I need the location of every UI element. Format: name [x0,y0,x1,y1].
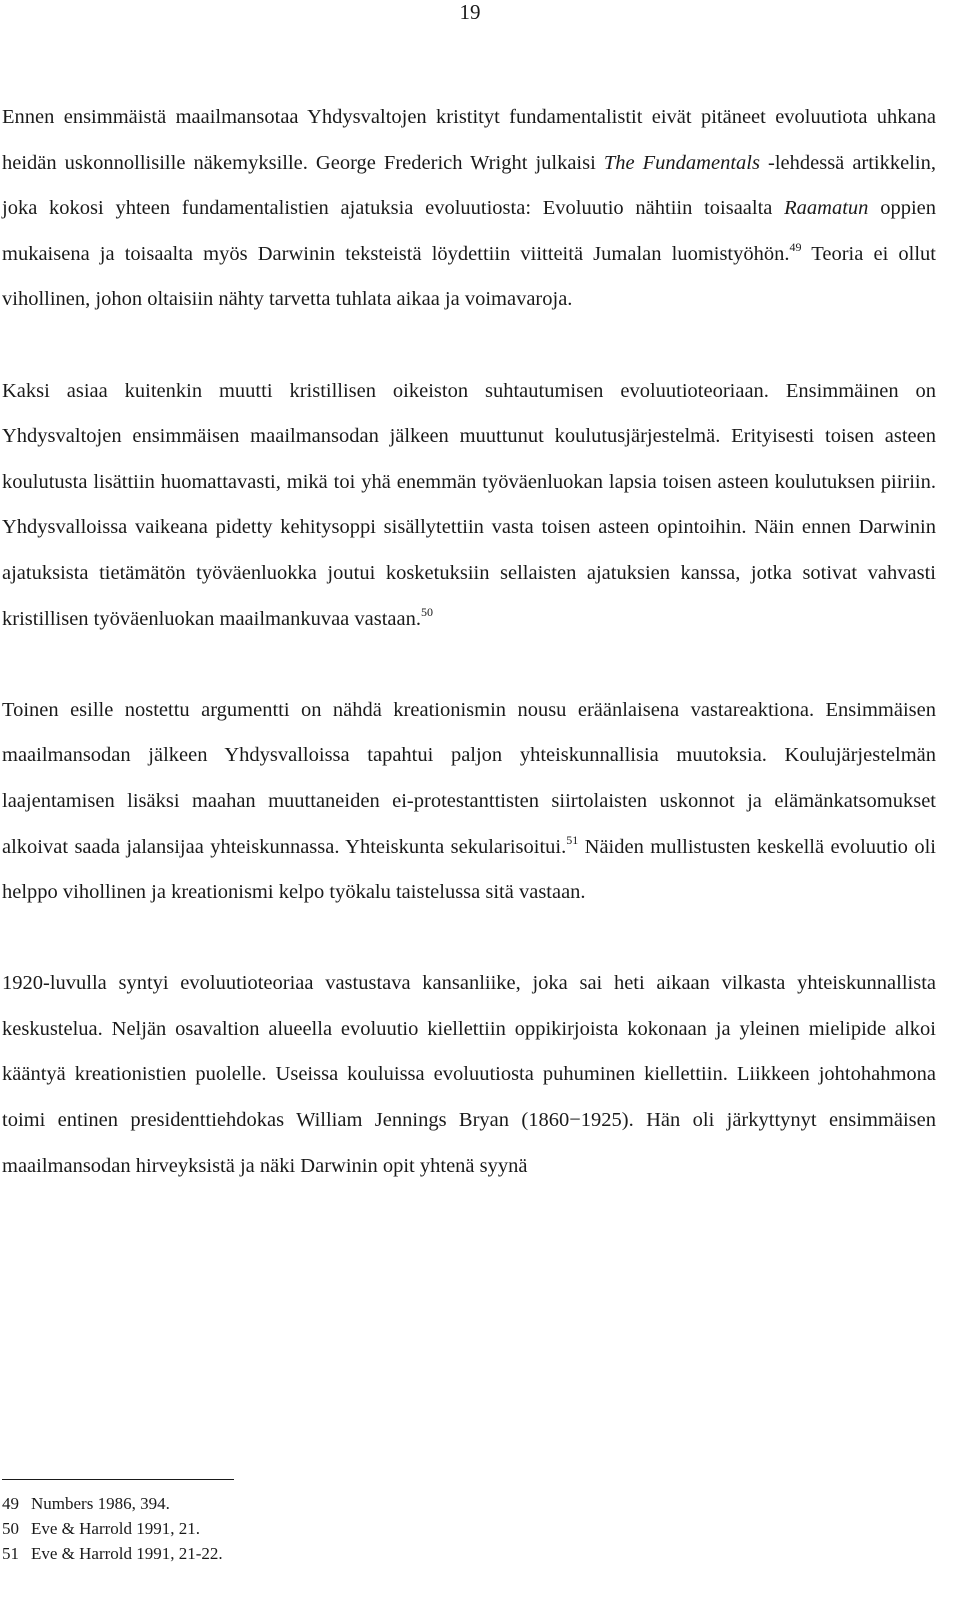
paragraph-4-text-a: 1920-luvulla syntyi evoluutioteoriaa vastustava kansanliike, joka sai heti aikaan vilkasta yhteiskunnallista keskustelua. Neljän osavaltion alueella evoluutio kiellettiin oppikirjoista kokonaan ja yleinen mielipide alkoi kääntyä kreationistien puolelle. Useissa kouluissa evoluutiosta puhuminen kiellettiin. Liikkeen johtohahmona toimi entinen presidenttiehdokas William Jennings Bryan (1860−1925). Hän oli järkyttynyt ensimmäisen maailmansodan hirveyksistä ja näki Darwinin opit yhtenä syynä [2,972,936,1177]
page-number: 19 [459,0,481,24]
body-text [2,95,936,1189]
paragraph-3 [2,688,936,916]
footnote-ref-50: 50 [421,604,433,619]
footnote-text: Numbers 1986, 394. [31,1494,170,1513]
journal-title-the-fundamentals: The Fundamentals [603,151,760,174]
footnote-divider [2,1479,234,1480]
paragraph-2-text-a: Kaksi asiaa kuitenkin muutti kristillisen oikeiston suhtautumisen evoluutioteoriaan. Ensimmäinen on Yhdysvaltojen ensimmäisen maailmansodan jälkeen muuttunut koulutusjärjestelmä. Erityisesti toisen asteen koulutusta lisättiin huomattavasti, mikä toi yhä enemmän työväenluokan lapsia toisen asteen koulutuksen piiriin. Yhdysvalloissa vaikeana pidetty kehitysoppi sisällytettiin vasta toisen asteen opintoihin. Näin ennen Darwinin ajatuksista tietämätön työväenluokka joutui kosketuksiin sellaisten ajatuksien kanssa, jotka sotivat vahvasti kristillisen työväenluokan maailmankuvaa vastaan. [2,379,936,630]
paragraph-3-text-b: Näiden mullistusten keskellä evoluutio oli helppo vihollinen ja kreationismi kelpo työkalu taistelussa sitä vastaan. [2,835,936,904]
paragraph-3-text-a: Toinen esille nostettu argumentti on nähdä kreationismin nousu eräänlaisena vastareaktiona. Ensimmäisen maailmansodan jälkeen Yhdysvalloissa tapahtui paljon yhteiskunnallisia muutoksia. Koulujärjestelmän laajentamisen lisäksi maahan muuttaneiden ei-protestanttisten siirtolaisten uskonnot ja elämänkatsomukset alkoivat saada jalansijaa yhteiskunnassa. Yhteiskunta sekularisoitui. [2,698,936,858]
footnotes [2,1491,602,1566]
paragraph-1 [2,95,936,323]
footnote-text: Eve & Harrold 1991, 21. [31,1519,201,1538]
paragraph-4 [2,961,936,1189]
footnote-50 [2,1516,602,1541]
footnote-number: 49 [2,1494,19,1513]
paragraph-2 [2,369,936,643]
paragraph-1-text-c: -lehdessä artikkelin, joka kokosi yhteen fundamentalistien ajatuksia evoluutiosta: Evoluutio nähtiin toisaalta [2,151,936,220]
footnote-ref-49: 49 [789,239,802,254]
footnote-number: 51 [2,1544,19,1563]
footnote-number: 50 [2,1519,19,1538]
footnote-ref-51: 51 [566,832,579,847]
footnote-49 [2,1491,602,1516]
footnote-text: Eve & Harrold 1991, 21-22. [31,1544,223,1563]
footnote-51 [2,1541,602,1566]
book-title-raamatun: Raamatun [784,197,869,220]
paragraph-1-text-e: oppien mukaisena ja toisaalta myös Darwinin teksteistä löydettiin viitteitä Jumalan luomistyöhön. [2,197,936,265]
paragraph-1-text-a: Ennen ensimmäistä maailmansotaa Yhdysvaltojen kristityt fundamentalistit eivät pitäneet evoluutiota uhkana heidän uskonnollisille näkemyksille. George Frederich Wright julkaisi [2,106,936,174]
paragraph-1-text-f: Teoria ei ollut vihollinen, johon oltaisiin nähty tarvetta tuhlata aikaa ja voimavaroja. [2,242,936,311]
